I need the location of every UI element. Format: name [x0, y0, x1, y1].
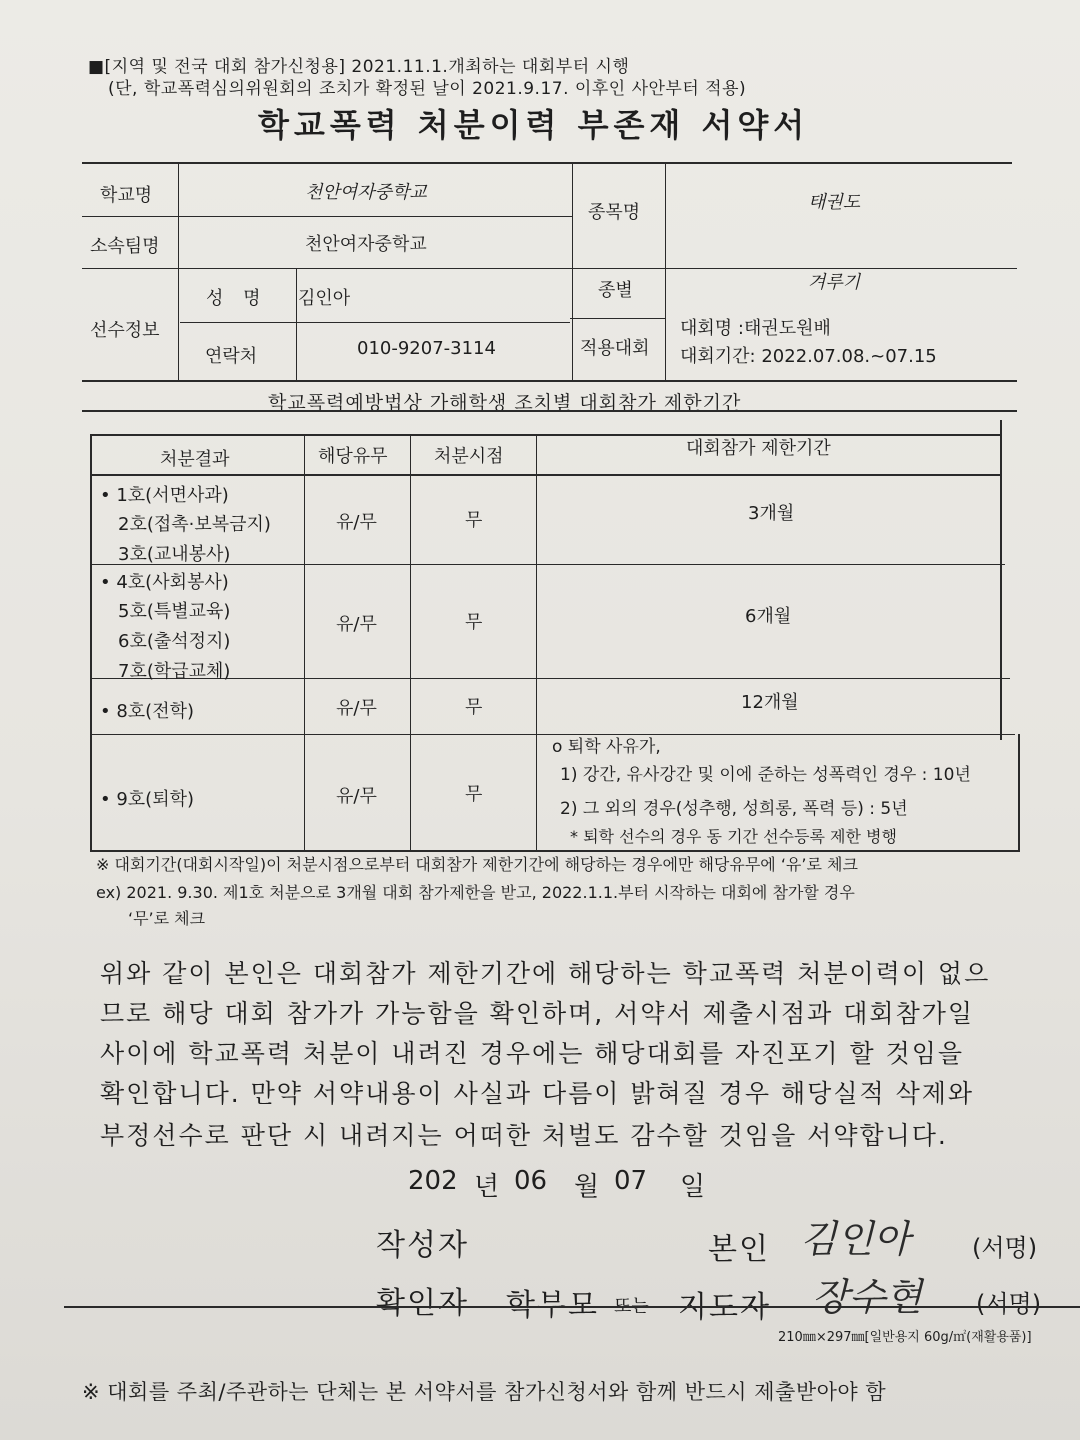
- row2-item: 7호(학급교체): [118, 661, 231, 682]
- info-col-rule: [572, 162, 573, 380]
- table-header-rule: [90, 474, 1000, 476]
- date-month: 06: [514, 1166, 548, 1196]
- row2-item: • 4호(사회봉사): [100, 572, 229, 593]
- name-value: 김인아: [298, 288, 351, 309]
- note-line-2: ex) 2021. 9.30. 제1호 처분으로 3개월 대회 참가제한을 받고, 2022.1.1.부터 시작하는 대회에 참가할 경우: [96, 883, 855, 902]
- date-month-unit: 월: [574, 1172, 600, 1202]
- info-col-rule: [296, 268, 297, 380]
- table-col-rule: [536, 434, 537, 852]
- competition-name: 대회명 :태권도원배: [680, 318, 831, 339]
- row1-item: 3호(교내봉사): [118, 544, 231, 565]
- bottom-rule: [64, 1306, 1080, 1308]
- row1-limit: 3개월: [748, 503, 795, 524]
- writer-label: 작성자: [376, 1228, 469, 1263]
- row1-applies: 유/무: [336, 512, 377, 533]
- info-rule: [570, 318, 665, 319]
- row3-time: 무: [465, 697, 483, 718]
- event-value: 태권도: [808, 192, 861, 213]
- footer-note: ※ 대회를 주최/주관하는 단체는 본 서약서를 참가신청서와 함께 반드시 제출받아야 함: [82, 1380, 887, 1404]
- info-rule: [180, 322, 570, 323]
- date-day-unit: 일: [680, 1172, 706, 1202]
- table-top-rule: [90, 434, 1000, 436]
- row1-item: 2호(접촉·보복금지): [118, 514, 271, 535]
- self-label: 본인: [708, 1232, 770, 1267]
- section-rule: [82, 410, 1017, 412]
- school-value: 천안여자중학교: [305, 182, 427, 203]
- self-signature: 김인아: [800, 1217, 911, 1261]
- header-line-2: (단, 학교폭력심의위원회의 조치가 확정된 날이 2021.9.17. 이후인 사안부터 적용): [108, 79, 747, 99]
- row1-time: 무: [465, 510, 483, 531]
- table-col-rule: [1018, 734, 1020, 852]
- table-col-rule: [304, 434, 305, 852]
- row2-item: 6호(출석정지): [118, 631, 231, 652]
- row3-applies: 유/무: [336, 698, 377, 719]
- coach-signature: 장수현: [812, 1275, 923, 1319]
- team-label: 소속팀명: [90, 236, 160, 257]
- competition-period: 대회기간: 2022.07.08.~07.15: [680, 346, 937, 367]
- row2-item: 5호(특별교육): [118, 601, 231, 622]
- contact-value: 010-9207-3114: [357, 338, 496, 359]
- event-label: 종목명: [588, 202, 641, 223]
- table-col-rule: [410, 434, 411, 852]
- date-day: 07: [614, 1166, 648, 1196]
- date-year: 202: [408, 1166, 458, 1196]
- row3-item: • 8호(전학): [100, 701, 194, 722]
- info-rule: [82, 216, 572, 217]
- info-col-rule: [178, 162, 179, 380]
- self-seal: (서명): [972, 1234, 1038, 1262]
- pledge-line: 부정선수로 판단 시 내려지는 어떠한 처벌도 감수할 것임을 서약합니다.: [100, 1121, 948, 1150]
- header-applies: 해당유무: [318, 446, 388, 467]
- team-value: 천안여자중학교: [305, 234, 427, 255]
- header-time: 처분시점: [434, 446, 504, 467]
- header-result: 처분결과: [160, 449, 230, 470]
- table-col-rule: [1000, 420, 1002, 740]
- row4-limit-line: 2) 그 외의 경우(성추행, 성희롱, 폭력 등) : 5년: [560, 799, 908, 819]
- info-top-rule: [82, 162, 1012, 164]
- confirmer-label: 확인자: [376, 1286, 469, 1321]
- header-line-1: ■[지역 및 전국 대회 참가신청용] 2021.11.1.개최하는 대회부터 시행: [88, 57, 630, 77]
- date-year-unit: 년: [474, 1172, 500, 1202]
- row4-item: • 9호(퇴학): [100, 789, 194, 810]
- row1-item: • 1호(서면사과): [100, 485, 229, 506]
- note-line-1: ※ 대회기간(대회시작일)이 처분시점으로부터 대회참가 제한기간에 해당하는 경우에만 해당유무에 ‘유’로 체크: [96, 855, 858, 874]
- row4-limit-line: * 퇴학 선수의 경우 동 기간 선수등록 제한 병행: [570, 827, 897, 846]
- note-line-3: ‘무’로 체크: [128, 909, 206, 928]
- row2-limit: 6개월: [745, 606, 792, 627]
- restriction-title: 학교폭력예방법상 가해학생 조치별 대회참가 제한기간: [268, 392, 742, 414]
- table-col-rule: [90, 434, 92, 852]
- header-limit: 대회참가 제한기간: [686, 438, 831, 459]
- row3-limit: 12개월: [741, 692, 799, 713]
- name-label: 성 명: [206, 288, 261, 309]
- row4-limit-line: 1) 강간, 유사강간 및 이에 준하는 성폭력인 경우 : 10년: [560, 765, 971, 785]
- parent-label: 학부모: [506, 1288, 599, 1323]
- pledge-line: 확인합니다. 만약 서약내용이 사실과 다름이 밝혀질 경우 해당실적 삭제와: [100, 1079, 975, 1108]
- category-value: 겨루기: [808, 272, 861, 293]
- row4-time: 무: [465, 784, 483, 805]
- school-label: 학교명: [100, 185, 153, 206]
- info-rule: [82, 268, 1017, 269]
- coach-label: 지도자: [678, 1290, 771, 1325]
- coach-seal: (서명): [976, 1290, 1042, 1318]
- pledge-line: 므로 해당 대회 참가가 가능함을 확인하며, 서약서 제출시점과 대회참가일: [100, 999, 975, 1028]
- pledge-line: 사이에 학교폭력 처분이 내려진 경우에는 해당대회를 자진포기 할 것임을: [100, 1039, 965, 1068]
- player-info-label: 선수정보: [90, 320, 160, 341]
- or-label: 또는: [614, 1296, 649, 1317]
- pledge-line: 위와 같이 본인은 대회참가 제한기간에 해당하는 학교폭력 처분이력이 없으: [100, 959, 991, 988]
- paper-spec: 210㎜×297㎜[일반용지 60g/㎡(재활용품)]: [778, 1330, 1032, 1345]
- category-label: 종별: [598, 280, 633, 301]
- info-col-rule: [665, 162, 666, 380]
- competition-label: 적용대회: [580, 338, 650, 359]
- row2-applies: 유/무: [336, 614, 377, 635]
- row4-limit-line: ο 퇴학 사유가,: [552, 737, 661, 757]
- row2-time: 무: [465, 612, 483, 633]
- info-bottom-rule: [82, 380, 1017, 382]
- row4-applies: 유/무: [336, 786, 377, 807]
- contact-label: 연락처: [205, 346, 258, 367]
- document-title: 학교폭력 처분이력 부존재 서약서: [258, 106, 810, 144]
